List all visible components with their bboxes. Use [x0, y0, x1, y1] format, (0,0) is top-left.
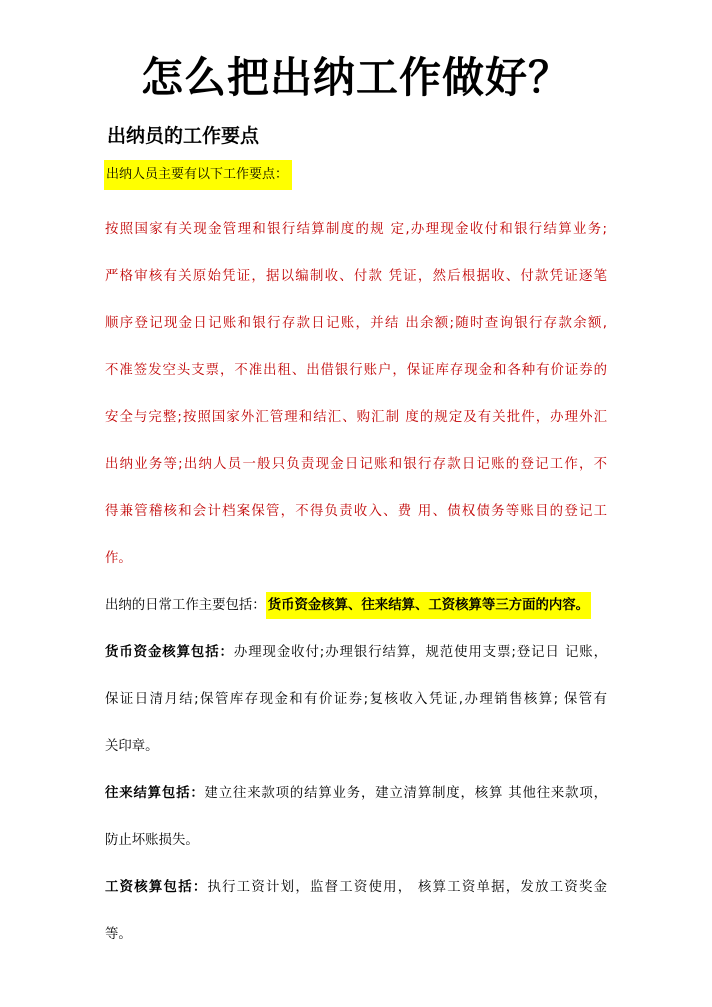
payroll-paragraph — [105, 864, 607, 958]
paragraph-line: 顺序登记现金日记账和银行存款日记账，并结 出余额;随时查询银行存款余额, — [105, 316, 607, 331]
currency-paragraph — [105, 629, 607, 770]
settlement-paragraph — [105, 770, 607, 864]
paragraph-line: 严格审核有关原始凭证，据以编制收、付款 凭证，然后根据收、付款凭证逐笔 — [105, 269, 607, 284]
paragraph-line: 安全与完整;按照国家外汇管理和结汇、购汇制 度的规定及有关批件，办理外汇 — [105, 410, 607, 425]
paragraph-line: 不准签发空头支票，不准出租、出借银行账户，保证库存现金和各种有价证券的 — [105, 363, 607, 378]
document-title: 怎么把出纳工作做好？ — [140, 53, 571, 102]
paragraph-line — [105, 582, 607, 629]
daily-work-prefix: 出纳的日常工作主要包括： — [105, 598, 266, 613]
daily-work-highlight: 货币资金核算、往来结算、工资核算等三方面的内容。 — [266, 592, 591, 619]
paragraph-line: 关印章。 — [105, 739, 159, 754]
paragraph-line — [105, 770, 607, 817]
paragraph-line: 出纳业务等;出纳人员一般只负责现金日记账和银行存款日记账的登记工作，不 — [105, 457, 607, 472]
currency-label: 货币资金核算包括： — [105, 645, 234, 660]
red-paragraph — [105, 206, 607, 582]
paragraph-line — [105, 864, 607, 911]
settlement-text: 建立往来款项的结算业务，建立清算制度，核算 其他往来款项， — [204, 786, 607, 801]
paragraph-line: 按照国家有关现金管理和银行结算制度的规 定,办理现金收付和银行结算业务; — [105, 222, 607, 237]
currency-text: 办理现金收付;办理银行结算，规范使用支票;登记日 记账， — [233, 645, 607, 660]
paragraph-line: 等。 — [105, 927, 132, 942]
daily-work-paragraph — [105, 582, 607, 629]
paragraph-line: 得兼管稽核和会计档案保管，不得负责收入、费 用、债权债务等账目的登记工 — [105, 504, 607, 519]
intro-highlight: 出纳人员主要有以下工作要点： — [104, 160, 292, 190]
paragraph-line: 作。 — [105, 551, 132, 566]
payroll-label: 工资核算包括： — [105, 880, 208, 895]
paragraph-line — [105, 629, 607, 676]
paragraph-line: 防止坏账损失。 — [105, 833, 199, 848]
section-heading: 出纳员的工作要点 — [107, 125, 260, 147]
payroll-text: 执行工资计划，监督工资使用， 核算工资单据，发放工资奖金 — [207, 880, 607, 895]
settlement-label: 往来结算包括： — [105, 786, 205, 801]
paragraph-line: 保证日清月结;保管库存现金和有价证券;复核收入凭证,办理销售核算; 保管有 — [105, 692, 607, 707]
